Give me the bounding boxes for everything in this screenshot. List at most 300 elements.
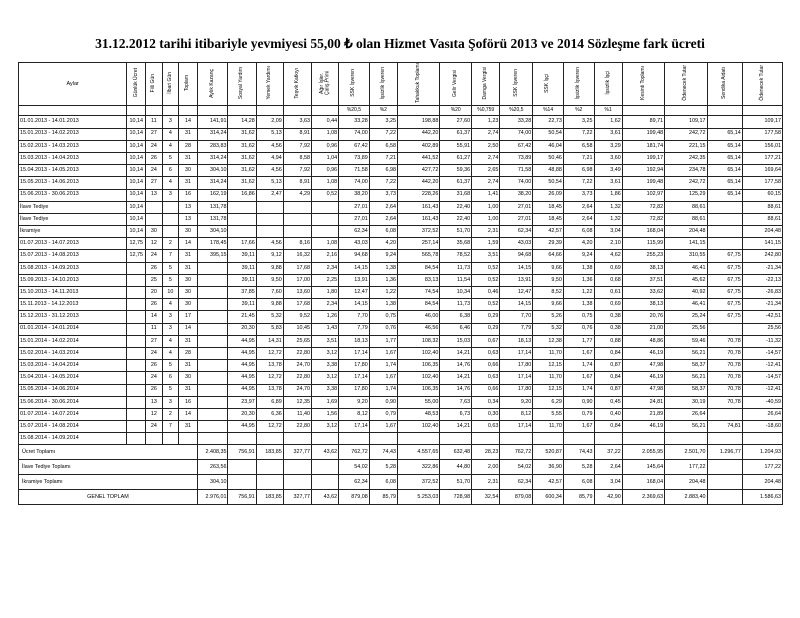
- column-header: [500, 63, 533, 106]
- value-cell: 2,64: [563, 201, 594, 213]
- value-cell: 1,43: [312, 323, 339, 335]
- value-cell: 70,78: [707, 384, 742, 396]
- value-cell: 43,03: [500, 238, 533, 250]
- total-value: 756,91: [228, 445, 256, 460]
- value-cell: [283, 433, 311, 445]
- value-cell: 31: [179, 262, 198, 274]
- value-cell: 11,70: [533, 421, 564, 433]
- period-cell: 15.08.2014 - 14.09.2014: [19, 433, 127, 445]
- value-cell: 169,64: [742, 165, 782, 177]
- total-row: [19, 490, 783, 505]
- value-cell: 1,36: [563, 274, 594, 286]
- value-cell: 1,22: [369, 287, 397, 299]
- total-value: 183,85: [256, 445, 283, 460]
- rate-cell: %0,759: [472, 106, 500, 116]
- value-cell: 84,54: [397, 262, 439, 274]
- value-cell: 0,88: [594, 335, 622, 347]
- value-cell: 12,35: [283, 396, 311, 408]
- column-header-label: Ödenecek Tutar: [682, 65, 689, 101]
- period-cell: 15.06.2013 - 30.06.2013: [19, 189, 127, 201]
- value-cell: 14,15: [339, 299, 370, 311]
- value-cell: 28: [179, 140, 198, 152]
- value-cell: [162, 226, 178, 238]
- value-cell: 21,89: [622, 408, 664, 420]
- value-cell: 14,15: [500, 299, 533, 311]
- value-cell: 10: [162, 287, 178, 299]
- period-cell: 15.01.2014 - 14.02.2014: [19, 335, 127, 347]
- period-cell: 15.01.2013 - 14.02.2013: [19, 128, 127, 140]
- value-cell: [127, 347, 146, 359]
- total-value: 4.557,65: [397, 445, 439, 460]
- value-cell: 44,95: [228, 372, 256, 384]
- value-cell: 4,20: [369, 238, 397, 250]
- value-cell: 1,38: [369, 262, 397, 274]
- value-cell: 0,52: [472, 274, 500, 286]
- value-cell: 4,29: [283, 189, 311, 201]
- value-cell: 27,01: [339, 213, 370, 225]
- total-value: 177,22: [665, 460, 707, 475]
- value-cell: 12: [146, 238, 162, 250]
- value-cell: 6,98: [369, 165, 397, 177]
- value-cell: 70,78: [707, 372, 742, 384]
- value-cell: 1,77: [563, 335, 594, 347]
- value-cell: [707, 213, 742, 225]
- rate-cell: %14: [533, 106, 564, 116]
- value-cell: 310,55: [665, 250, 707, 262]
- value-cell: 17,66: [228, 238, 256, 250]
- period-cell: 15.07.2014 - 14.08.2014: [19, 421, 127, 433]
- value-cell: 30: [179, 372, 198, 384]
- value-cell: 0,63: [472, 372, 500, 384]
- value-cell: 0,69: [594, 262, 622, 274]
- value-cell: 3,12: [312, 421, 339, 433]
- value-cell: 204,48: [665, 226, 707, 238]
- column-header: [197, 63, 228, 106]
- value-cell: [707, 116, 742, 128]
- value-cell: 18,13: [339, 335, 370, 347]
- value-cell: 31,68: [440, 189, 472, 201]
- value-cell: 6,89: [256, 396, 283, 408]
- value-cell: 46,56: [397, 323, 439, 335]
- value-cell: 24: [146, 165, 162, 177]
- total-value: 177,22: [742, 460, 782, 475]
- value-cell: [228, 433, 256, 445]
- value-cell: 3: [162, 396, 178, 408]
- value-cell: 0,29: [472, 323, 500, 335]
- value-cell: 0,68: [594, 274, 622, 286]
- value-cell: [256, 213, 283, 225]
- value-cell: 62,34: [339, 226, 370, 238]
- value-cell: 12,47: [339, 287, 370, 299]
- value-cell: 31: [179, 177, 198, 189]
- value-cell: 1,67: [563, 347, 594, 359]
- value-cell: 1,08: [312, 238, 339, 250]
- value-cell: 5: [162, 274, 178, 286]
- value-cell: 221,15: [665, 140, 707, 152]
- value-cell: 9,52: [283, 311, 311, 323]
- value-cell: 1,08: [312, 128, 339, 140]
- value-cell: 0,84: [594, 421, 622, 433]
- value-cell: [665, 433, 707, 445]
- value-cell: 7,92: [283, 140, 311, 152]
- value-cell: [127, 421, 146, 433]
- value-cell: 61,37: [440, 128, 472, 140]
- value-cell: 10,14: [127, 177, 146, 189]
- value-cell: 12,72: [256, 347, 283, 359]
- value-cell: 242,35: [665, 152, 707, 164]
- value-cell: 20,30: [228, 323, 256, 335]
- table-row: [19, 384, 783, 396]
- value-cell: 65,14: [707, 189, 742, 201]
- value-cell: 7,22: [563, 177, 594, 189]
- total-value: 304,10: [197, 475, 228, 490]
- value-cell: 24: [146, 140, 162, 152]
- column-header-label: İşsizlik İşveren: [575, 66, 582, 100]
- value-cell: 24: [146, 250, 162, 262]
- column-header-label: SSK İşveren: [350, 69, 357, 97]
- rate-cell: [397, 106, 439, 116]
- value-cell: [127, 360, 146, 372]
- table-row: [19, 189, 783, 201]
- period-cell: 15.12.2013 - 31.12.2013: [19, 311, 127, 323]
- value-cell: 25: [146, 274, 162, 286]
- value-cell: 60,15: [742, 189, 782, 201]
- total-value: 183,85: [256, 490, 283, 505]
- period-cell: 15.10.2013 - 14.11.2013: [19, 287, 127, 299]
- value-cell: [197, 408, 228, 420]
- value-cell: 27: [146, 128, 162, 140]
- value-cell: 125,29: [665, 189, 707, 201]
- value-cell: 0,66: [472, 384, 500, 396]
- value-cell: 25,24: [665, 311, 707, 323]
- column-header: [369, 63, 397, 106]
- value-cell: 1,04: [312, 152, 339, 164]
- value-cell: 26: [146, 360, 162, 372]
- value-cell: 6,58: [369, 140, 397, 152]
- value-cell: 13,91: [339, 274, 370, 286]
- value-cell: 13: [179, 201, 198, 213]
- value-cell: 2,64: [369, 213, 397, 225]
- value-cell: 109,17: [742, 116, 782, 128]
- value-cell: 7,70: [500, 311, 533, 323]
- table-row: [19, 165, 783, 177]
- column-header-label: Sosyal Yardım: [238, 66, 245, 100]
- value-cell: [197, 311, 228, 323]
- value-cell: 9,20: [339, 396, 370, 408]
- value-cell: 31,62: [228, 152, 256, 164]
- value-cell: 71,58: [500, 165, 533, 177]
- value-cell: 44,95: [228, 384, 256, 396]
- value-cell: -26,83: [742, 287, 782, 299]
- value-cell: 8,12: [500, 408, 533, 420]
- value-cell: [283, 226, 311, 238]
- value-cell: 88,61: [742, 201, 782, 213]
- total-value: 43,62: [312, 445, 339, 460]
- value-cell: 89,71: [622, 116, 664, 128]
- value-cell: 83,13: [397, 274, 439, 286]
- value-cell: 27: [146, 335, 162, 347]
- value-cell: 102,97: [622, 189, 664, 201]
- value-cell: 14,15: [339, 262, 370, 274]
- value-cell: 14: [179, 116, 198, 128]
- column-header: [179, 63, 198, 106]
- value-cell: [197, 433, 228, 445]
- value-cell: -14,57: [742, 372, 782, 384]
- value-cell: 31: [179, 335, 198, 347]
- value-cell: 242,72: [665, 177, 707, 189]
- value-cell: 14: [179, 408, 198, 420]
- value-cell: 10,45: [283, 323, 311, 335]
- value-cell: 40,92: [665, 287, 707, 299]
- value-cell: 12,47: [500, 287, 533, 299]
- value-cell: 14,28: [228, 116, 256, 128]
- value-cell: 11,73: [440, 262, 472, 274]
- value-cell: 0,84: [594, 372, 622, 384]
- value-cell: 0,34: [472, 396, 500, 408]
- value-cell: 44,95: [228, 335, 256, 347]
- value-cell: 71,58: [339, 165, 370, 177]
- value-cell: 7: [162, 421, 178, 433]
- value-cell: 0,40: [594, 408, 622, 420]
- value-cell: 304,10: [197, 165, 228, 177]
- table-row: [19, 299, 783, 311]
- value-cell: 4: [162, 140, 178, 152]
- value-cell: [127, 408, 146, 420]
- value-cell: 1,23: [472, 116, 500, 128]
- value-cell: 7,79: [500, 323, 533, 335]
- value-cell: 65,14: [707, 152, 742, 164]
- value-cell: -40,59: [742, 396, 782, 408]
- value-cell: 1,67: [369, 372, 397, 384]
- value-cell: 25,65: [283, 335, 311, 347]
- value-cell: 24: [146, 372, 162, 384]
- value-cell: 0,76: [369, 323, 397, 335]
- period-cell: 15.04.2014 - 14.05.2014: [19, 372, 127, 384]
- value-cell: 30: [179, 299, 198, 311]
- column-header: [665, 63, 707, 106]
- table-row: [19, 250, 783, 262]
- value-cell: 199,17: [622, 152, 664, 164]
- value-cell: 31: [179, 421, 198, 433]
- value-cell: 17,14: [500, 347, 533, 359]
- value-cell: 27,01: [500, 213, 533, 225]
- value-cell: 7,63: [440, 396, 472, 408]
- value-cell: 109,17: [665, 116, 707, 128]
- value-cell: 26,64: [665, 408, 707, 420]
- value-cell: 0,38: [594, 323, 622, 335]
- value-cell: [440, 433, 472, 445]
- value-cell: 15,03: [440, 335, 472, 347]
- value-cell: 16,32: [283, 250, 311, 262]
- value-cell: 17,14: [500, 421, 533, 433]
- value-cell: 42,57: [533, 226, 564, 238]
- value-cell: 0,96: [312, 140, 339, 152]
- value-cell: 1,77: [369, 335, 397, 347]
- value-cell: 70,78: [707, 360, 742, 372]
- value-cell: [533, 433, 564, 445]
- total-value: [312, 460, 339, 475]
- value-cell: 7,92: [283, 165, 311, 177]
- value-cell: -42,51: [742, 311, 782, 323]
- column-header-label: Yemek Yardımı: [266, 66, 273, 100]
- value-cell: [127, 274, 146, 286]
- value-cell: 1,32: [594, 201, 622, 213]
- value-cell: [127, 433, 146, 445]
- value-cell: -21,34: [742, 262, 782, 274]
- column-header-label: Günlük Ücret: [132, 68, 139, 98]
- value-cell: [197, 262, 228, 274]
- value-cell: [197, 360, 228, 372]
- value-cell: 0,84: [594, 347, 622, 359]
- period-cell: 15.08.2013 - 14.09.2013: [19, 262, 127, 274]
- column-header-label: İlbari Gün: [166, 72, 173, 94]
- value-cell: 5: [162, 360, 178, 372]
- value-cell: 5,26: [533, 311, 564, 323]
- value-cell: [622, 433, 664, 445]
- value-cell: 6,98: [563, 165, 594, 177]
- value-cell: 3,25: [369, 116, 397, 128]
- value-cell: 17,68: [283, 299, 311, 311]
- value-cell: 24: [146, 421, 162, 433]
- value-cell: 7,21: [563, 152, 594, 164]
- value-cell: 14,21: [440, 347, 472, 359]
- value-cell: 11: [146, 116, 162, 128]
- total-value: [283, 460, 311, 475]
- value-cell: 4: [162, 299, 178, 311]
- value-cell: 56,21: [665, 372, 707, 384]
- column-header: [312, 63, 339, 106]
- value-cell: 46,19: [622, 347, 664, 359]
- value-cell: 74,00: [500, 177, 533, 189]
- total-value: 62,34: [339, 475, 370, 490]
- value-cell: 27: [146, 177, 162, 189]
- value-cell: 20,30: [228, 408, 256, 420]
- table-row: [19, 287, 783, 299]
- value-cell: 4,62: [594, 250, 622, 262]
- value-cell: 17,80: [339, 384, 370, 396]
- total-value: 600,34: [533, 490, 564, 505]
- value-cell: [256, 201, 283, 213]
- value-cell: 228,26: [397, 189, 439, 201]
- value-cell: 10,14: [127, 165, 146, 177]
- total-value: [256, 460, 283, 475]
- value-cell: 27,01: [500, 201, 533, 213]
- total-value: [283, 475, 311, 490]
- value-cell: 4: [162, 128, 178, 140]
- value-cell: 44,95: [228, 360, 256, 372]
- rate-cell: [19, 106, 127, 116]
- value-cell: 10,14: [127, 140, 146, 152]
- table-row: [19, 360, 783, 372]
- value-cell: 10,14: [127, 226, 146, 238]
- value-cell: -22,13: [742, 274, 782, 286]
- column-header: [256, 63, 283, 106]
- value-cell: 12,15: [533, 384, 564, 396]
- column-header: [533, 63, 564, 106]
- value-cell: 8,58: [283, 152, 311, 164]
- value-cell: 4: [162, 347, 178, 359]
- value-cell: 17,14: [500, 372, 533, 384]
- value-cell: 67,75: [707, 311, 742, 323]
- rate-cell: [179, 106, 198, 116]
- value-cell: 30: [179, 165, 198, 177]
- period-cell: 15.04.2013 - 14.05.2013: [19, 165, 127, 177]
- value-cell: 14,76: [440, 384, 472, 396]
- rate-cell: [283, 106, 311, 116]
- value-cell: 31,62: [228, 128, 256, 140]
- value-cell: 178,45: [197, 238, 228, 250]
- value-cell: 11,70: [533, 347, 564, 359]
- value-cell: 26,64: [742, 408, 782, 420]
- period-cell: 15.09.2013 - 14.10.2013: [19, 274, 127, 286]
- value-cell: 13,60: [283, 287, 311, 299]
- value-cell: 1,00: [472, 213, 500, 225]
- table-row: [19, 274, 783, 286]
- rate-row: [19, 106, 783, 116]
- value-cell: [197, 287, 228, 299]
- value-cell: 5,13: [256, 128, 283, 140]
- value-cell: 0,69: [594, 299, 622, 311]
- value-cell: 565,78: [397, 250, 439, 262]
- value-cell: [283, 201, 311, 213]
- value-cell: [162, 213, 178, 225]
- value-cell: 11,40: [283, 408, 311, 420]
- value-cell: 51,70: [440, 226, 472, 238]
- value-cell: 30,19: [665, 396, 707, 408]
- value-cell: 161,43: [397, 201, 439, 213]
- total-value: 6,08: [369, 475, 397, 490]
- value-cell: 20,76: [622, 311, 664, 323]
- value-cell: 18,45: [533, 201, 564, 213]
- value-cell: 17,14: [339, 347, 370, 359]
- total-value: [256, 475, 283, 490]
- value-cell: 3,61: [594, 177, 622, 189]
- value-cell: 25,56: [742, 323, 782, 335]
- table-row: [19, 408, 783, 420]
- value-cell: 3,12: [312, 347, 339, 359]
- value-cell: -18,60: [742, 421, 782, 433]
- value-cell: 198,88: [397, 116, 439, 128]
- period-cell: 15.03.2013 - 14.04.2013: [19, 152, 127, 164]
- value-cell: 4,56: [256, 238, 283, 250]
- value-cell: 0,52: [312, 189, 339, 201]
- value-cell: 6,36: [256, 408, 283, 420]
- value-cell: 3,38: [312, 360, 339, 372]
- value-cell: 50,46: [533, 152, 564, 164]
- value-cell: 7,60: [256, 287, 283, 299]
- value-cell: 108,32: [397, 335, 439, 347]
- value-cell: 27,60: [440, 116, 472, 128]
- value-cell: 141,15: [665, 238, 707, 250]
- period-cell: 15.03.2014 - 14.04.2014: [19, 360, 127, 372]
- value-cell: 22,40: [440, 213, 472, 225]
- value-cell: [594, 433, 622, 445]
- value-cell: 0,52: [472, 262, 500, 274]
- value-cell: 9,24: [369, 250, 397, 262]
- value-cell: [312, 201, 339, 213]
- value-cell: 7,22: [369, 177, 397, 189]
- value-cell: 6,29: [533, 396, 564, 408]
- value-cell: 14,31: [256, 335, 283, 347]
- value-cell: 181,74: [622, 140, 664, 152]
- value-cell: 2,10: [594, 238, 622, 250]
- value-cell: 58,37: [665, 360, 707, 372]
- value-cell: 141,91: [197, 116, 228, 128]
- total-value: 879,08: [500, 490, 533, 505]
- total-value: 168,04: [622, 475, 664, 490]
- value-cell: 47,98: [622, 384, 664, 396]
- value-cell: 72,82: [622, 201, 664, 213]
